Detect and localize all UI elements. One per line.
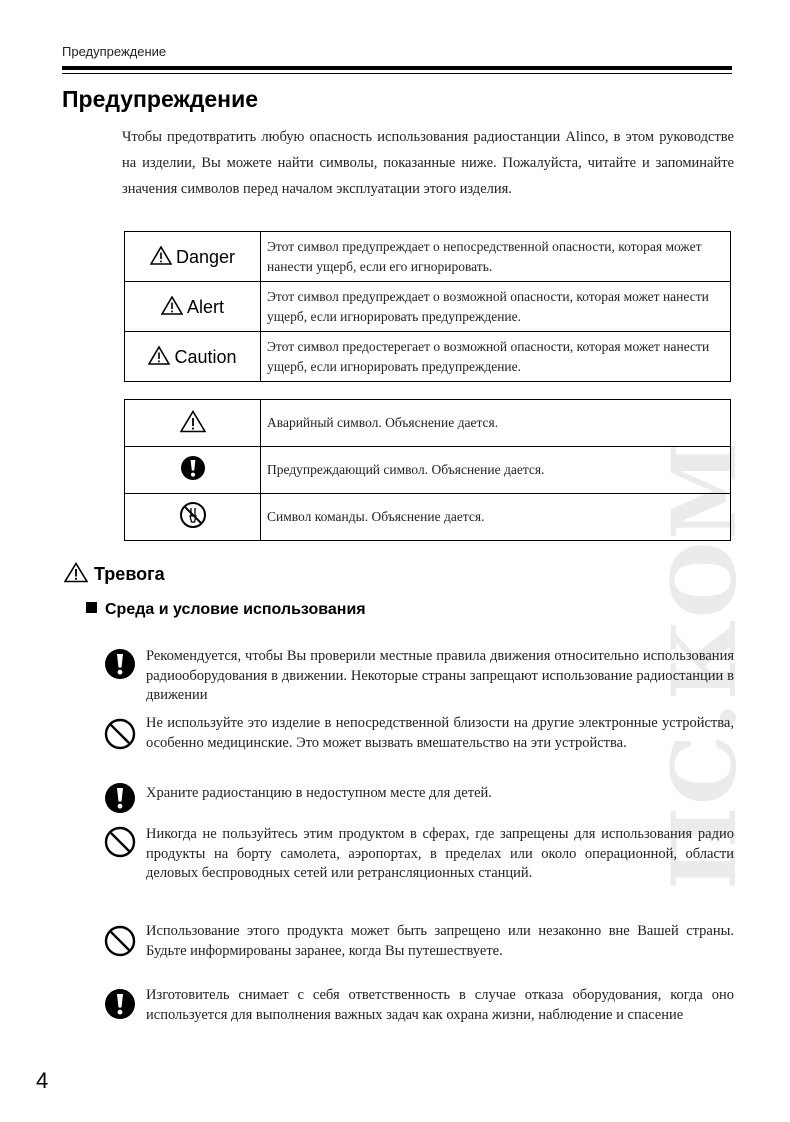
header-rule-thin xyxy=(62,73,732,74)
exclamation-circle-icon xyxy=(180,455,206,481)
section-title: Тревога xyxy=(94,564,165,584)
list-item: Рекомендуется, чтобы Вы проверили местные правила движения относительно использования радиооборудования в движении. Некоторые страны запрещают использование радиостанции в движении xyxy=(146,648,734,703)
level-description: Этот символ предупреждает о непосредственной опасности, которая может нанести ущерб, если его игнорировать. xyxy=(261,232,731,282)
warning-triangle-icon xyxy=(161,296,183,315)
list-item: Изготовитель снимает с себя ответственность в случае отказа оборудования, когда оно используется для выполнения важных задач как охрана жизни, наблюдение и спасение xyxy=(146,987,734,1023)
hazard-level-table xyxy=(124,231,731,382)
table-row xyxy=(125,400,731,447)
warning-triangle-icon xyxy=(180,410,206,433)
subsection-title: Среда и условие использования xyxy=(105,601,366,618)
header-rule-thick xyxy=(62,66,732,70)
section-heading xyxy=(64,562,165,585)
warning-triangle-icon xyxy=(150,246,172,265)
level-label: Alert xyxy=(186,296,224,317)
level-label: Danger xyxy=(175,246,236,267)
list-item: Никогда не пользуйтесь этим продуктом в сферах, где запрещены для использования радио продукты на борту самолета, аэропортах, в пределах или около операционной, области деловых беспроводных сетей или ретрансляционных станций. xyxy=(146,826,734,881)
subsection-heading xyxy=(86,601,366,619)
warning-triangle-icon xyxy=(148,346,170,365)
running-header: Предупреждение xyxy=(62,44,167,59)
prohibition-icon xyxy=(104,718,136,750)
prohibited-disassembly-icon xyxy=(179,501,207,529)
table-row xyxy=(125,282,731,332)
symbol-cell xyxy=(125,494,261,541)
table-row xyxy=(125,332,731,382)
table-row xyxy=(125,494,731,541)
list-item: Храните радиостанцию в недоступном месте для детей. xyxy=(146,785,492,801)
symbol-description: Предупреждающий символ. Объяснение дается. xyxy=(261,447,731,494)
level-cell-caution xyxy=(125,332,261,382)
symbol-description: Символ команды. Объяснение дается. xyxy=(261,494,731,541)
exclamation-circle-icon xyxy=(104,988,136,1020)
symbol-cell xyxy=(125,400,261,447)
page-title: Предупреждение xyxy=(62,86,258,112)
level-description: Этот символ предостерегает о возможной опасности, которая может нанести ущерб, если игнорировать предупреждение. xyxy=(261,332,731,382)
symbol-table xyxy=(124,399,731,541)
symbol-cell xyxy=(125,447,261,494)
prohibition-icon xyxy=(104,925,136,957)
exclamation-circle-icon xyxy=(104,782,136,814)
intro-paragraph: Чтобы предотвратить любую опасность использования радиостанции Alinco, в этом руководстве на изделии, Вы можете найти символы, показанные ниже. Пожалуйста, читайте и запоминайте значения символов перед началом эксплуатации этого изделия. xyxy=(122,129,734,197)
symbol-description: Аварийный символ. Объяснение дается. xyxy=(261,400,731,447)
list-item: Не используйте это изделие в непосредственной близости на другие электронные устройства, особенно медицинские. Это может вызвать вмешательство на эти устройства. xyxy=(146,715,734,751)
level-description: Этот символ предупреждает о возможной опасности, которая может нанести ущерб, если игнорировать предупреждение. xyxy=(261,282,731,332)
list-item: Использование этого продукта может быть запрещено или незаконно вне Вашей страны. Будьте информированы заранее, когда Вы путешествуете. xyxy=(146,923,734,959)
watermark: ПС.КОМ xyxy=(652,440,756,890)
table-row xyxy=(125,232,731,282)
square-bullet-icon xyxy=(86,602,97,613)
prohibition-icon xyxy=(104,826,136,858)
exclamation-circle-icon xyxy=(104,648,136,680)
warning-triangle-icon xyxy=(64,562,88,583)
table-row xyxy=(125,447,731,494)
level-cell-alert xyxy=(125,282,261,332)
page-number: 4 xyxy=(36,1068,49,1093)
level-cell-danger xyxy=(125,232,261,282)
level-label: Caution xyxy=(174,346,237,367)
